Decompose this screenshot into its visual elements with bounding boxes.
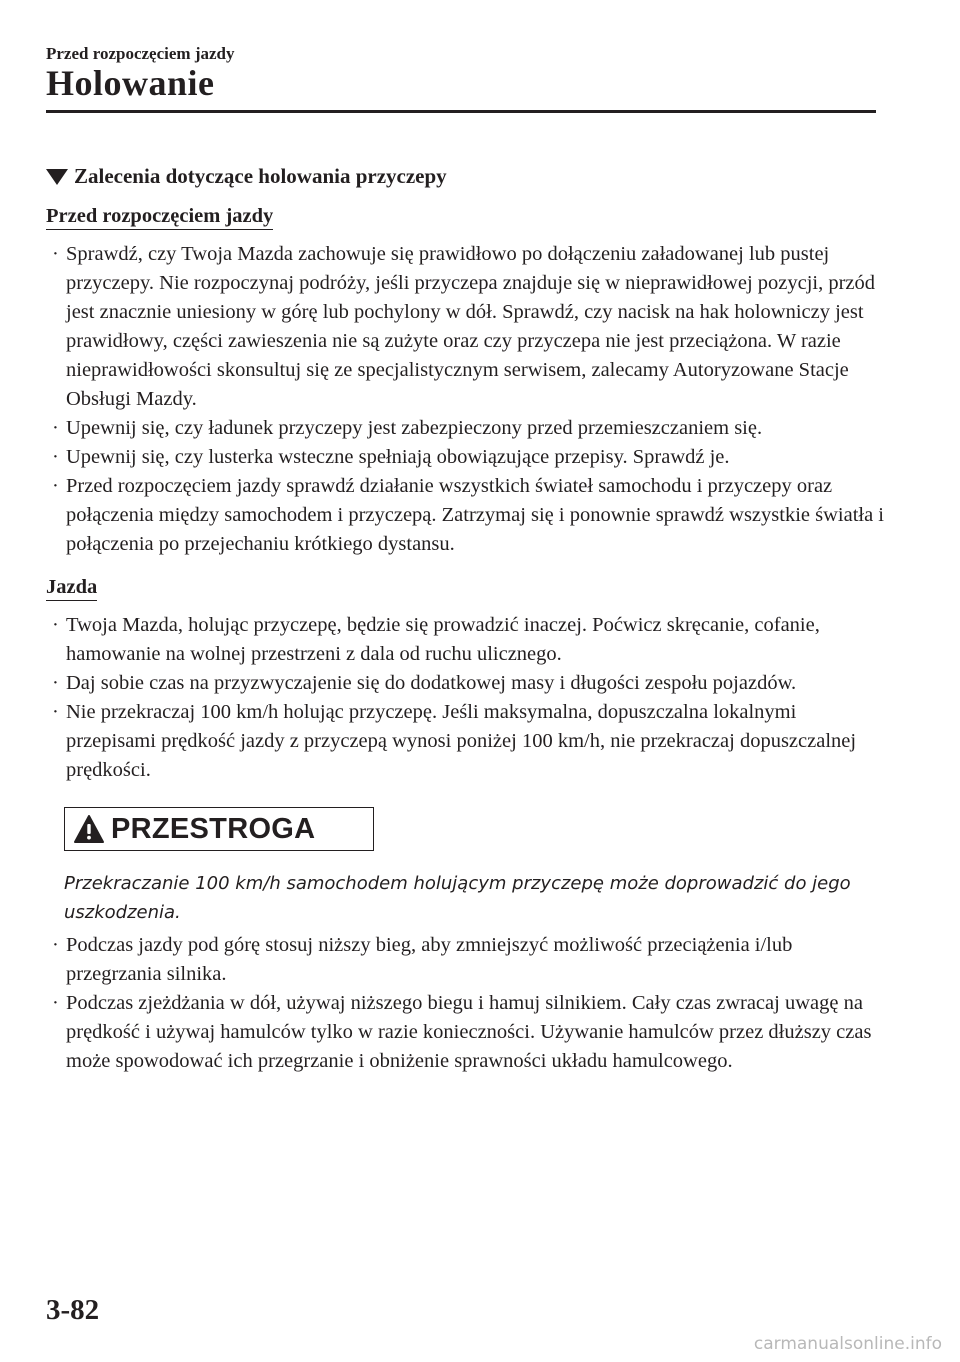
bullet-icon: · xyxy=(52,614,59,636)
caution-label: PRZESTROGA xyxy=(111,812,316,845)
driving-list-continued xyxy=(46,931,886,1076)
page-number: 3-82 xyxy=(46,1294,100,1326)
driving-list xyxy=(46,611,886,785)
list-item: · Podczas zjeżdżania w dół, używaj niższego biegu i hamuj silnikiem. Cały czas zwracaj uwagę na prędkość i używaj hamulców tylko w razie konieczności. Używanie hamulców przez dłuższy czas może spowodować ich przegrzanie i obniżenie sprawności układu hamulcowego. xyxy=(46,989,886,1076)
bullet-icon: · xyxy=(52,701,59,723)
bullet-icon: · xyxy=(52,672,59,694)
content-body xyxy=(46,202,886,1076)
subheading-driving: Jazda xyxy=(46,574,97,601)
header-section-label: Przed rozpoczęciem jazdy xyxy=(46,44,235,63)
bullet-icon: · xyxy=(52,934,59,956)
bullet-icon: · xyxy=(52,992,59,1014)
before-driving-list xyxy=(46,240,886,559)
caution-box xyxy=(64,807,374,851)
list-item: · Przed rozpoczęciem jazdy sprawdź działanie wszystkich świateł samochodu i przyczepy oraz połączenia między samochodem i przyczepą. Zatrzymaj się i ponownie sprawdź wszystkie światła i połączenia po przejechaniu krótkiego dystansu. xyxy=(46,472,886,559)
warning-icon xyxy=(73,814,105,844)
list-item: · Sprawdź, czy Twoja Mazda zachowuje się prawidłowo po dołączeniu załadowanej lub pustej przyczepy. Nie rozpoczynaj podróży, jeśli przyczepa znajduje się w nieprawidłowej pozycji, przód jest znacznie uniesiony w górę lub pochylony w dół. Sprawdź, czy nacisk na hak holowniczy jest prawidłowy, części zawieszenia nie są zużyte oraz czy przyczepa nie jest przeciążona. W razie nieprawidłowości skonsultuj się ze specjalistycznym serwisem, zalecamy Autoryzowane Stacje Obsługi Mazdy. xyxy=(46,240,886,414)
section-title-text: Zalecenia dotyczące holowania przyczepy xyxy=(74,164,447,188)
bullet-icon: · xyxy=(52,417,59,439)
bullet-icon: · xyxy=(52,446,59,468)
caution-text: Przekraczanie 100 km/h samochodem holującym przyczepę może doprowadzić do jego uszkodzenia. xyxy=(64,873,851,923)
subsection-before-driving xyxy=(46,202,886,559)
section-title xyxy=(46,164,447,189)
bullet-icon: · xyxy=(52,475,59,497)
bullet-icon: · xyxy=(52,243,59,265)
triangle-down-icon xyxy=(46,169,68,185)
subheading-before-driving: Przed rozpoczęciem jazdy xyxy=(46,203,273,230)
subsection-driving xyxy=(46,573,886,1076)
watermark: carmanualsonline.info xyxy=(753,1334,942,1354)
list-item: · Daj sobie czas na przyzwyczajenie się do dodatkowej masy i długości zespołu pojazdów. xyxy=(46,669,886,698)
list-item: · Upewnij się, czy ładunek przyczepy jest zabezpieczony przed przemieszczaniem się. xyxy=(46,414,886,443)
header-divider xyxy=(46,110,876,113)
page-title: Holowanie xyxy=(46,63,215,103)
list-item: · Nie przekraczaj 100 km/h holując przyczepę. Jeśli maksymalna, dopuszczalna lokalnymi przepisami prędkość jazdy z przyczepą wynosi poniżej 100 km/h, nie przekraczaj dopuszczalnej prędkości. xyxy=(46,698,886,785)
list-item: · Twoja Mazda, holując przyczepę, będzie się prowadzić inaczej. Poćwicz skręcanie, cofanie, hamowanie na wolnej przestrzeni z dala od ruchu ulicznego. xyxy=(46,611,886,669)
list-item: · Podczas jazdy pod górę stosuj niższy bieg, aby zmniejszyć możliwość przeciążenia i/lub przegrzania silnika. xyxy=(46,931,886,989)
list-item: · Upewnij się, czy lusterka wsteczne spełniają obowiązujące przepisy. Sprawdź je. xyxy=(46,443,886,472)
